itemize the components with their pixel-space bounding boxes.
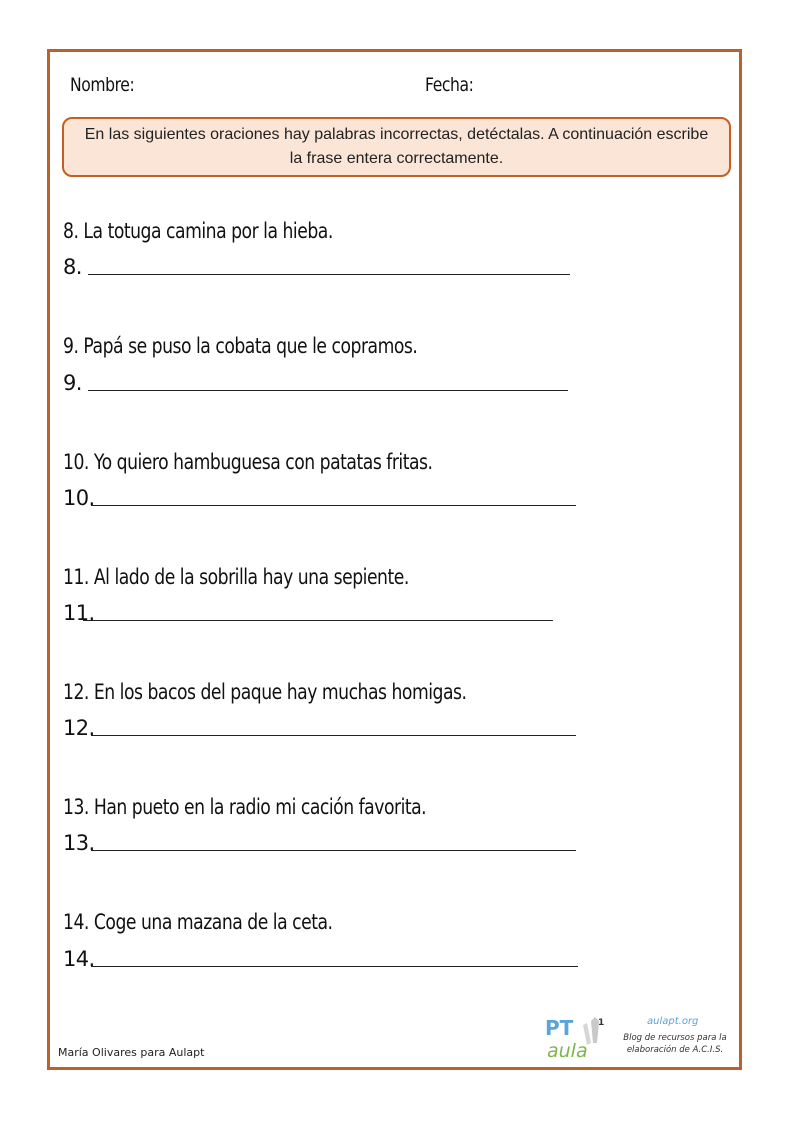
answer-row-11 xyxy=(63,601,95,625)
answer-line-12[interactable] xyxy=(91,735,576,736)
logo-tagline: Blog de recursos para la elaboración de A.C.I.S. xyxy=(623,1033,727,1055)
logo-aula-mark: aula xyxy=(547,1040,588,1061)
answer-row-8 xyxy=(63,255,82,279)
answer-label-10: 10. xyxy=(63,486,95,510)
instructions-text: En las siguientes oraciones hay palabras incorrectas, detéctalas. A continuación escribe la frase entera correctamente. xyxy=(84,126,709,167)
answer-label-12: 12. xyxy=(63,716,95,740)
answer-line-8[interactable] xyxy=(88,274,570,275)
sentence-8: 8. La totuga camina por la hieba. xyxy=(63,219,333,243)
answer-label-11: 11. xyxy=(63,601,95,625)
answer-line-9[interactable] xyxy=(88,390,568,391)
answer-line-11[interactable] xyxy=(83,620,553,621)
answer-line-10[interactable] xyxy=(91,505,576,506)
logo-pt-mark: PT xyxy=(545,1016,574,1040)
author-credit: María Olivares para Aulapt xyxy=(58,1046,205,1059)
date-label: Fecha: xyxy=(425,74,474,96)
instructions-box xyxy=(62,117,731,177)
answer-label-14: 14. xyxy=(63,947,95,971)
answer-row-14 xyxy=(63,947,95,971)
answer-label-13: 13. xyxy=(63,831,95,855)
answer-row-9 xyxy=(63,371,82,395)
answer-label-8: 8. xyxy=(63,255,82,279)
sentence-11: 11. Al lado de la sobrilla hay una sepiente. xyxy=(63,565,409,589)
answer-line-13[interactable] xyxy=(91,850,576,851)
aulapt-logo xyxy=(543,1013,605,1061)
answer-row-12 xyxy=(63,716,95,740)
answer-row-10 xyxy=(63,486,95,510)
sentence-14: 14. Coge una mazana de la ceta. xyxy=(63,910,333,934)
sentence-12: 12. En los bacos del paque hay muchas homigas. xyxy=(63,680,467,704)
answer-row-13 xyxy=(63,831,95,855)
answer-line-14[interactable] xyxy=(91,966,578,967)
sentence-13: 13. Han pueto en la radio mi cación favorita. xyxy=(63,795,427,819)
sentence-10: 10. Yo quiero hambuguesa con patatas fritas. xyxy=(63,450,433,474)
sentence-9: 9. Papá se puso la cobata que le copramos. xyxy=(63,334,418,358)
name-label: Nombre: xyxy=(70,74,135,96)
answer-label-9: 9. xyxy=(63,371,82,395)
logo-site: aulapt.org xyxy=(647,1016,699,1027)
svg-text:1: 1 xyxy=(598,1018,605,1028)
